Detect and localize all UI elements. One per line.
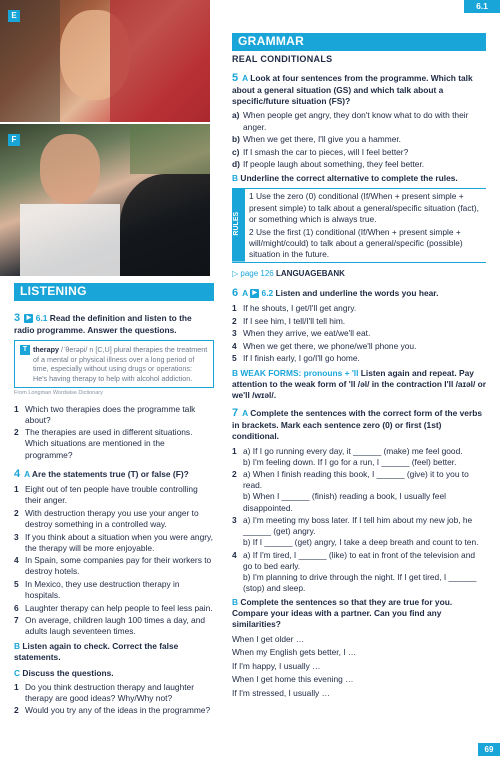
language-bank-link[interactable]: ▷ page 126 LANGUAGEBANK: [232, 269, 345, 279]
sentence-stem: When I get home this evening …: [232, 674, 354, 685]
exercise-7-number: 7: [232, 406, 239, 419]
list-item: 1 Do you think destruction therapy and laughter therapy are good ideas? Why/Why not?: [14, 681, 195, 703]
list-item: 4 a) If I'm tired, I ______ (like) to eat in front of the television and go to bed early. b) I'm planning to drive through the night. If I get tired, I ______ (stop) and sleep.: [232, 549, 477, 594]
list-item: 1 a) If I go running every day, it ______ (make) me feel good. b) I'm feeling down. If I go for a run, I ______ (feel) better.: [232, 445, 463, 467]
page-number: 69: [478, 743, 500, 756]
list-item: 5 If I finish early, I go/I'll go home.: [232, 353, 360, 364]
list-item: 3 If you think about a situation when you were angry, the therapy will be more enjoyable.: [14, 531, 213, 553]
track-number: 6.2: [261, 287, 274, 298]
grammar-section: [232, 33, 486, 702]
exercise-4-instruction: Are the statements true (T) or false (F)?: [31, 468, 189, 479]
sentence-stem: If I'm stressed, I usually …: [232, 687, 330, 698]
list-item: 5 In Mexico, they use destruction therapy in hospitals.: [14, 578, 180, 601]
exercise-5: 5 A Look at four sentences from the programme. Which talk about a general situation (GS) and which talk about a specific/future situation (FS)? a) When people get angry, they don't know what to do with their anger. b) When we get there, I'll give you a hammer. c) If I smash the car to pieces, will I feel better? d) If people laugh about something, they feel better. B Underline the correct alternative to complete the rules.: [232, 71, 486, 185]
list-item: 6 Laughter therapy can help people to feel less pain.: [14, 602, 213, 613]
list-item: b) When we get there, I'll give you a hammer.: [232, 134, 402, 145]
list-item: 4 When we get there, we phone/we'll phone you.: [232, 340, 417, 351]
listening-banner: LISTENING: [14, 283, 214, 301]
list-item: 2 The therapies are used in different situations. Which situations are mentioned in the programme?: [14, 427, 193, 460]
grammar-banner: GRAMMAR: [232, 33, 486, 51]
list-item: a) When people get angry, they don't know what to do with their anger.: [232, 110, 469, 132]
exercise-6-number: 6: [232, 286, 239, 299]
exercise-4: 4 A Are the statements true (T) or false (F)? 1 Eight out of ten people have trouble controlling their anger. 2 With destruction therapy you use your anger to destroy something in a controlled way. 3 If you think about a situation when you were angry, the therapy will be more enjoyable. 4 In Spain, some companies pay for their workers to destroy hotels. 5 In Mexico, they use destruction therapy in hospitals. 6 Laughter therapy can help people to feel less pain. 7 On average, children laugh 100 times a day, and adults laugh seventeen times. B Listen again to check. Correct the false statements. C Discuss the questions. 1 Do you think destruction therapy and laughter therapy are good ideas? Why/Why not? 2 Would you try any of the ideas in the programme?: [14, 467, 213, 716]
exercise-5b-instruction: Underline the correct alternative to complete the rules.: [240, 173, 458, 184]
list-item: 1 Eight out of ten people have trouble controlling their anger.: [14, 484, 198, 506]
exercise-5-instruction: Look at four sentences from the programme. Which talk about a general situation (GS) and which talk about a specific/future situation (FS)?: [232, 72, 473, 107]
exercise-6b-instruction: Listen again and repeat. Pay attention to the weak form of 'll /əl/ in the contraction I'll /aɪəl/ or we'll /wɪəl/.: [232, 367, 487, 400]
exercise-3-instruction: Read the definition and listen to the radio programme. Answer the questions.: [14, 312, 192, 336]
rule-2: 2 Use the first (1) conditional (If/When + present simple + will/might/could) to talk about a general/specific (possible) situation in the future.: [249, 226, 463, 259]
play-triangle-icon: ▷: [232, 269, 239, 279]
list-item: 2 a) When I finish reading this book, I ______ (give) it to you to read. b) When I ______ (finish) reading a book, I usually feel disappointed.: [232, 469, 469, 513]
photo-tag-f: F: [8, 134, 20, 146]
definition-word: therapy: [33, 345, 59, 355]
exercise-6-instruction: Listen and underline the words you hear.: [275, 287, 439, 298]
list-item: 1 If he shouts, I get/I'll get angry.: [232, 303, 357, 314]
audio-icon[interactable]: ▶: [24, 314, 33, 323]
rules-tag: RULES: [232, 189, 245, 262]
exercise-7: 7 A Complete the sentences with the correct form of the verbs in brackets. Mark each sentence zero (0) or first (1st) conditional. 1 a) If I go running every day, it ______ (make) me feel good. b) I'm feeling down. If I go for a run, I ______ (feel) better. 2 a) When I finish reading this book, I ______ (give) it to you to read. b) When I ______ (finish) reading a book, I usually feel disappointed. 3 a) I'm meeting my boss later. If I tell him about my new job, he ______ (get) angry. b) If I ______ (get) angry, I take a deep breath and count to ten. 4 a) If I'm tired, I ______ (like) to eat in front of the television and go to bed early. b) I'm planning to drive through the night. If I get tired, I ______ (stop) and sleep. B Complete the sentences so that they are true for you. Compare your ideas with a partner. Can you find any similarities? When I get older … When my English gets better, I … If I'm happy, I usually … When I get home this evening … If I'm stressed, I usually …: [232, 406, 486, 699]
audio-icon[interactable]: ▶: [250, 289, 259, 298]
rules-box: [232, 188, 486, 263]
grammar-subhead: REAL CONDITIONALS: [232, 53, 333, 64]
sentence-stem: When I get older …: [232, 633, 305, 644]
list-item: 1 Which two therapies does the programme talk about?: [14, 403, 196, 425]
exercise-3-number: 3: [14, 311, 21, 324]
list-item: c) If I smash the car to pieces, will I feel better?: [232, 146, 409, 157]
dictionary-icon: T: [20, 345, 30, 355]
weak-forms-heading: WEAK FORMS: pronouns + 'll: [240, 367, 359, 378]
list-item: 4 In Spain, some companies pay for their workers to destroy hotels.: [14, 555, 212, 577]
list-item: 3 a) I'm meeting my boss later. If I tell him about my new job, he ______ (get) angry. b) If I ______ (get) angry, I take a deep breath and count to ten.: [232, 515, 479, 548]
list-item: 3 When they arrive, we eat/we'll eat.: [232, 328, 371, 339]
list-item: d) If people laugh about something, they feel better.: [232, 159, 425, 170]
exercise-3: [14, 311, 214, 461]
exercise-7b-instruction: Complete the sentences so that they are true for you. Compare your ideas with a partner. Can you find any similarities?: [232, 597, 453, 630]
listening-section: [14, 283, 214, 718]
rule-1: 1 Use the zero (0) conditional (If/When + present simple + present simple) to talk about a general/specific situation (fact), or something which is always true.: [249, 191, 479, 224]
exercise-4b-instruction: Listen again to check. Correct the false statements.: [14, 641, 179, 663]
unit-label: 6.1: [464, 0, 500, 13]
photo-f-angry-driver: [0, 124, 210, 276]
list-item: 2 With destruction therapy you use your anger to destroy something in a controlled way.: [14, 507, 199, 529]
photo-tag-e: E: [8, 10, 20, 22]
list-item: 2 Would you try any of the ideas in the programme?: [14, 705, 211, 716]
track-number: 6.1: [35, 312, 48, 323]
exercise-4c-instruction: Discuss the questions.: [22, 667, 114, 678]
sentence-stem: If I'm happy, I usually …: [232, 660, 321, 671]
photo-e-hugging-people: [0, 0, 210, 122]
list-item: 7 On average, children laugh 100 times a day, and adults laugh seventeen times.: [14, 615, 206, 637]
exercise-6: 6 A ▶ 6.2 Listen and underline the words you hear. 1 If he shouts, I get/I'll get angry. 2 If I see him, I tell/I'll tell him. 3 When they arrive, we eat/we'll eat. 4 When we get there, we phone/we'll phone you. 5 If I finish early, I go/I'll go home. B WEAK FORMS: pronouns + 'll Listen again and repeat. Pay attention to the weak form of 'll /əl/ in the contraction I'll /aɪəl/ or we'll /wɪəl/.: [232, 286, 487, 400]
exercise-7-instruction: Complete the sentences with the correct form of the verbs in brackets. Mark each sentence zero (0) or first (1st) conditional.: [232, 407, 482, 442]
sentence-stem: When my English gets better, I …: [232, 647, 357, 658]
definition-source: From Longman Wordwise Dictionary: [14, 390, 103, 397]
list-item: 2 If I see him, I tell/I'll tell him.: [232, 315, 346, 326]
definition-text: /ˈθerəpi/ n [C,U] plural therapies the treatment of a mental or physical illness over a long period of time, especially without using drugs or operations: He's having therapy to help with alcohol addiction.: [33, 345, 208, 383]
exercise-5-number: 5: [232, 71, 239, 84]
exercise-4-number: 4: [14, 467, 21, 480]
definition-box: [14, 340, 214, 388]
